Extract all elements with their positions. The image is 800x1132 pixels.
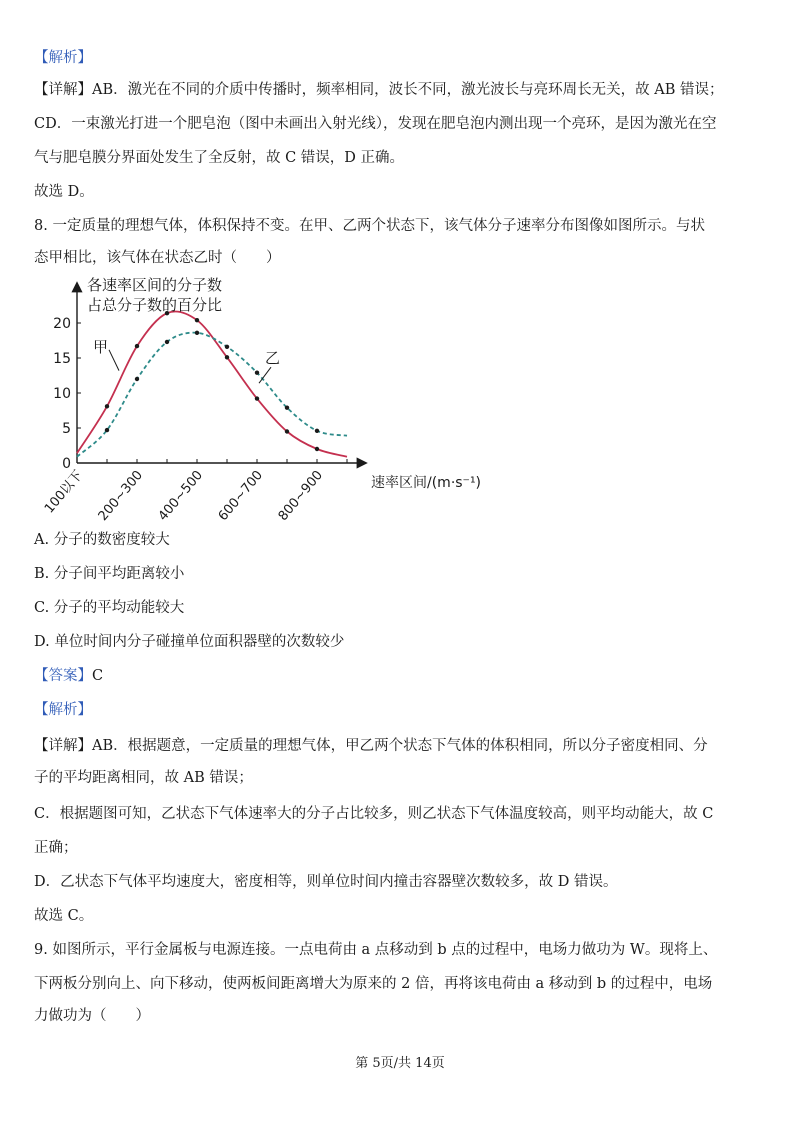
x-tick-label: 800~900 — [275, 467, 327, 524]
data-point — [135, 377, 139, 381]
option-a: A. 分子的数密度较大 — [34, 532, 170, 548]
answer-value: C — [92, 668, 104, 684]
data-point — [255, 396, 259, 400]
y-tick-label: 15 — [53, 351, 71, 367]
option-d: D. 单位时间内分子碰撞单位面积器壁的次数较少 — [34, 634, 345, 650]
question-8-stem: 8. 一定质量的理想气体，体积保持不变。在甲、乙两个状态下，该气体分子速率分布图像如图所示。与状 — [34, 218, 705, 234]
data-point — [165, 340, 169, 344]
data-point — [285, 429, 289, 433]
series-label-yi: 乙 — [265, 349, 281, 368]
data-point — [195, 318, 199, 322]
y-tick-label: 5 — [62, 421, 71, 437]
y-tick-label: 10 — [53, 386, 71, 402]
series-curve-yi — [77, 333, 347, 457]
y-axis-title: 占总分子数的百分比 — [87, 296, 223, 314]
data-point — [105, 404, 109, 408]
detail-line: 【详解】AB．激光在不同的介质中传播时，频率相同，波长不同，激光波长与亮环周长无关，故 AB 错误； — [34, 82, 724, 98]
question-8-stem: 态甲相比，该气体在状态乙时（ ） — [34, 250, 281, 266]
detail-line: 气与肥皂膜分界面处发生了全反射，故 C 错误，D 正确。 — [34, 150, 405, 166]
series-curve-jia — [77, 311, 347, 456]
detail-line: D．乙状态下气体平均速度大，密度相等，则单位时间内撞击容器壁次数较多，故 D 错误。 — [34, 874, 618, 890]
option-c: C. 分子的平均动能较大 — [34, 600, 185, 616]
analysis-tag: 【解析】 — [34, 702, 92, 718]
data-point — [225, 345, 229, 349]
x-tick-label: 200~300 — [95, 467, 147, 524]
data-point — [135, 344, 139, 348]
question-9-stem: 9. 如图所示，平行金属板与电源连接。一点电荷由 a 点移动到 b 点的过程中，电场力做功为 W。现将上、 — [34, 942, 718, 958]
x-tick-label: 400~500 — [155, 467, 207, 524]
question-9-stem: 下两板分别向上、向下移动，使两板间距离增大为原来的 2 倍，再将该电荷由 a 移动到 b 的过程中，电场 — [34, 976, 713, 992]
y-tick-label: 0 — [62, 456, 71, 472]
series-label-jia: 甲 — [93, 337, 109, 356]
data-point — [105, 428, 109, 432]
series-leader-jia — [109, 350, 119, 371]
choice-line: 故选 D。 — [34, 184, 94, 200]
y-tick-label: 20 — [53, 316, 71, 332]
detail-line: 【详解】AB．根据题意，一定质量的理想气体，甲乙两个状态下气体的体积相同，所以分子密度相同、分 — [34, 738, 708, 754]
answer-line — [34, 666, 760, 686]
x-axis-title: 速率区间/(m·s⁻¹) — [371, 475, 482, 491]
data-point — [225, 355, 229, 359]
question-9-stem: 力做功为（ ） — [34, 1008, 150, 1024]
x-tick-label: 100以下 — [41, 467, 87, 517]
speed-distribution-chart — [40, 272, 482, 530]
data-point — [255, 371, 259, 375]
detail-line: CD．一束激光打进一个肥皂泡（图中未画出入射光线），发现在肥皂泡内测出现一个亮环，是因为激光在空 — [34, 116, 717, 132]
detail-line: 正确； — [34, 840, 78, 856]
x-tick-label: 600~700 — [215, 467, 267, 524]
choice-line: 故选 C。 — [34, 908, 94, 924]
detail-line: 子的平均距离相同，故 AB 错误； — [34, 770, 253, 786]
analysis-tag: 【解析】 — [34, 50, 92, 66]
detail-line: C．根据题图可知，乙状态下气体速率大的分子占比较多，则乙状态下气体温度较高，则平均动能大，故 C — [34, 806, 714, 822]
page-footer: 第 5页/共 14页 — [355, 1056, 445, 1071]
option-b: B. 分子间平均距离较小 — [34, 566, 185, 582]
data-point — [285, 406, 289, 410]
answer-tag: 【答案】 — [34, 668, 92, 684]
data-point — [195, 331, 199, 335]
data-point — [315, 429, 319, 433]
y-axis-title: 各速率区间的分子数 — [87, 276, 223, 294]
data-point — [315, 447, 319, 451]
series-leader-yi — [259, 367, 271, 383]
